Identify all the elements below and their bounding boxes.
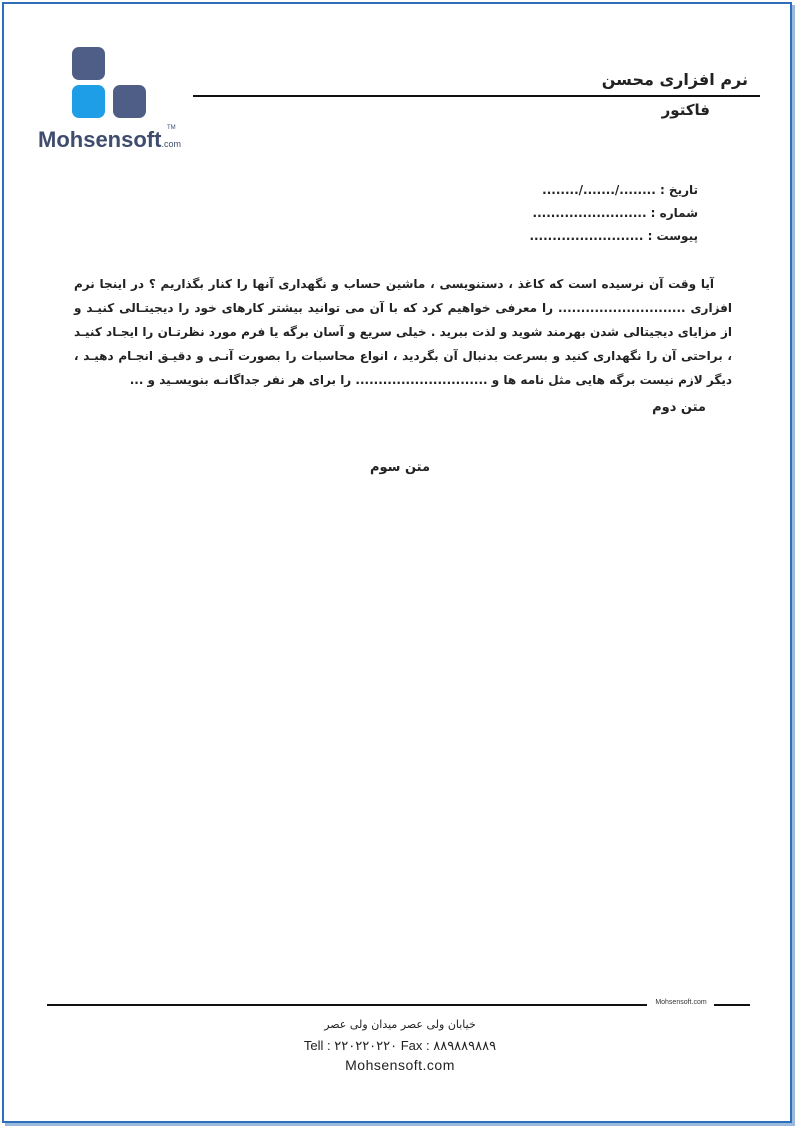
- footer-divider-right: [714, 1004, 750, 1006]
- logo-name: Mohsensoft: [38, 127, 162, 152]
- third-text: متن سوم: [369, 460, 431, 475]
- body-paragraph: آیا وقت آن نرسیده است که کاغذ ، دستنویسی ، ماشین حساب و نگهداری آنها را کنار بگذاریم ؟ در اینجا نرم افزاری ............................ را معرفی خواهیم کرد که با آن می توانید بیشتر کارهای خود را دیجیتـالی کنیـد و از مزایای دیجیتالی شدن بهرمند شوید و لذت ببرید . خیلی سریع و آسان برگه یا فرم مورد نظرتـان را ایجـاد کنیـد ، براحتی آن را نگهداری کنید و بسرعت بدنبال آن بگردید ، انواع محاسبات را بصورت آنـی و دقیـق انجـام دهیـد ، دیگر لازم نیست برگه هایی مثل نامه ها و ............................. را برای هر نفر جداگانـه بنویسـید و ...: [74, 277, 732, 387]
- header-divider: [193, 95, 760, 97]
- logo-suffix: .com: [161, 139, 181, 149]
- company-logo: [36, 45, 196, 155]
- date-field: تاریخ : ......../......./........: [542, 183, 698, 197]
- footer-address: خیابان ولی عصر میدان ولی عصر: [324, 1018, 476, 1031]
- company-name: نرم افزاری محسن: [601, 70, 748, 89]
- number-field: شماره : .........................: [532, 206, 698, 220]
- logo-square-bottom-left: [72, 85, 105, 118]
- logo-square-bottom-right: [113, 85, 146, 118]
- footer-website[interactable]: Mohsensoft.com: [345, 1057, 455, 1073]
- document-type-title: فاکتور: [661, 101, 710, 119]
- attachment-field: پیوست : .........................: [529, 229, 698, 243]
- footer-phones: Tell : ۲۲۰۲۲۰۲۲۰ Fax : ۸۸۹۸۸۹۸۸۹: [303, 1038, 497, 1053]
- footer-site-small: Mohsensoft.com: [655, 999, 707, 1006]
- page-frame: [2, 2, 792, 1123]
- logo-trademark: TM: [167, 125, 176, 131]
- logo-wordmark: [38, 127, 181, 153]
- logo-square-top: [72, 47, 105, 80]
- second-text: متن دوم: [652, 400, 706, 415]
- body-text: [74, 272, 732, 392]
- footer-divider-left: [47, 1004, 647, 1006]
